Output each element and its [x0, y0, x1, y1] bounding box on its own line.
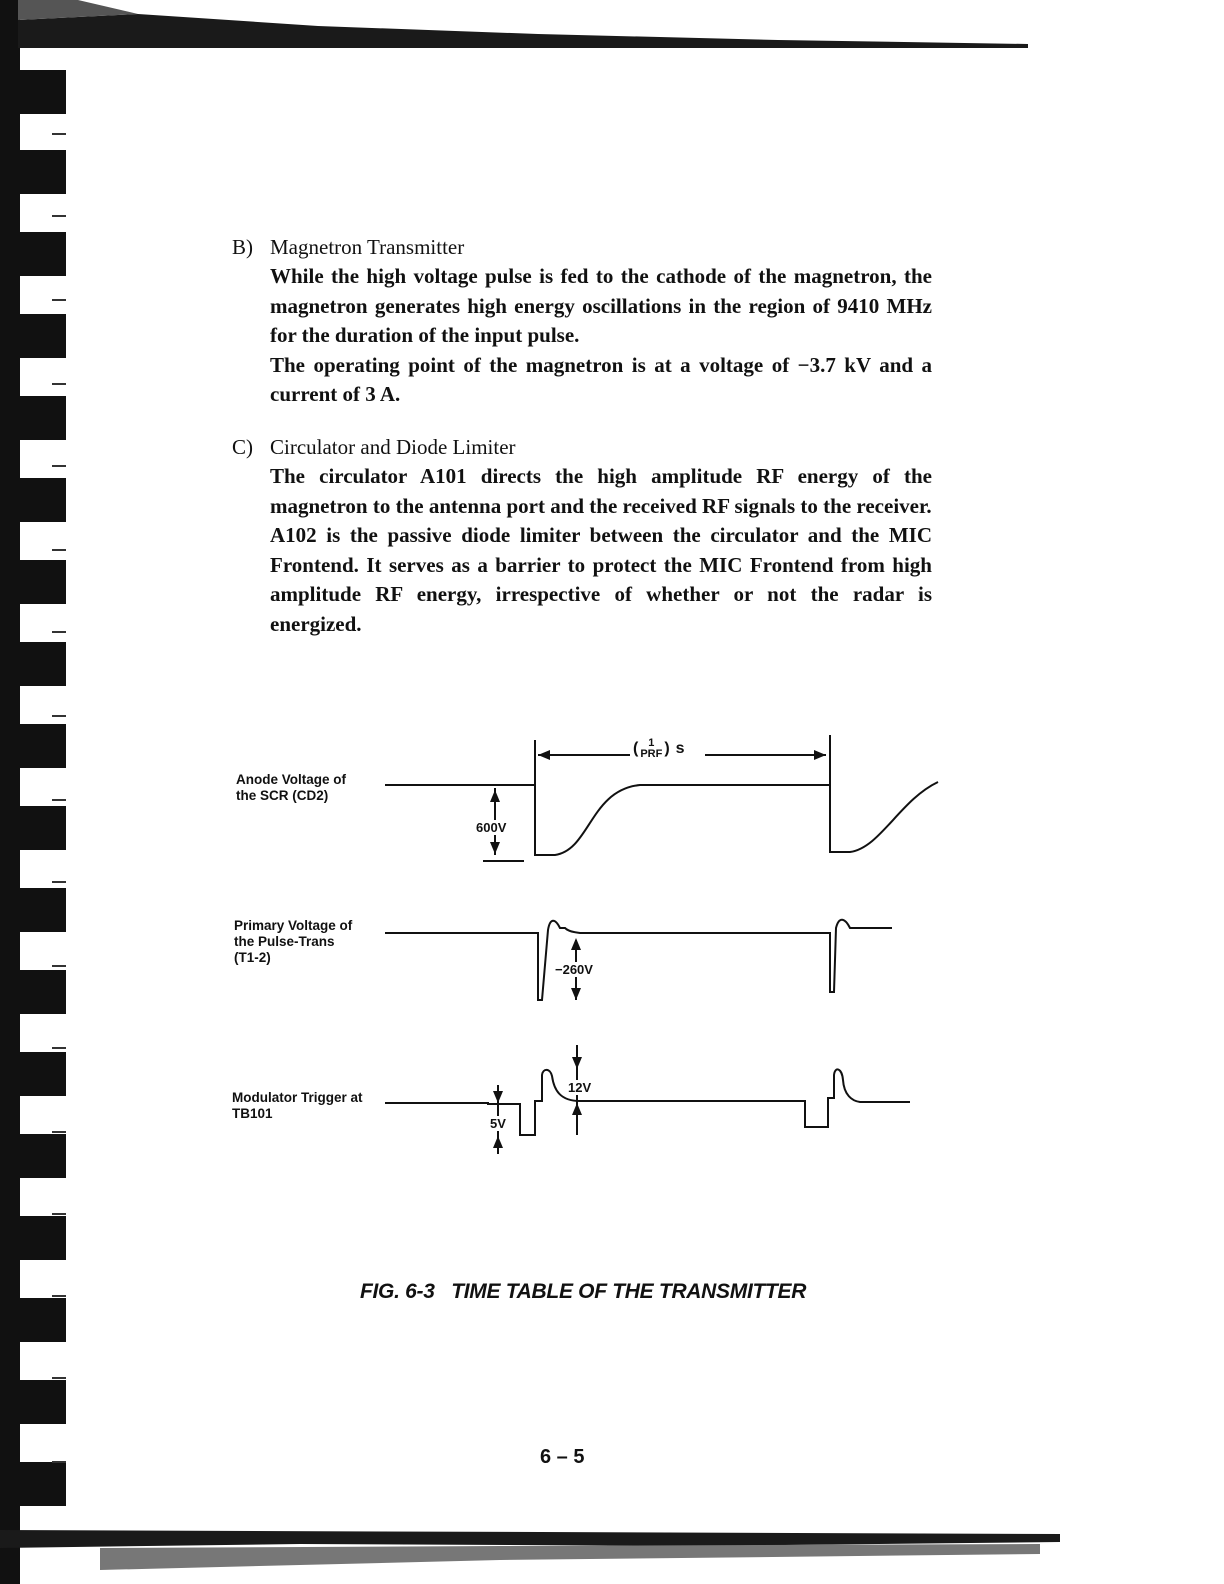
signal-label-modulator-trigger: Modulator Trigger at TB101	[232, 1090, 363, 1121]
signal-label-primary-voltage: Primary Voltage of the Pulse-Trans (T1-2)	[234, 918, 353, 965]
paragraph: A102 is the passive diode limiter between the circulator and the MIC Frontend. It serves as a barrier to protect the MIC Frontend from high amplitude RF energy, irrespective of whether or not the radar is energized.	[270, 523, 932, 636]
scan-bottom-edge	[0, 1530, 1060, 1584]
amplitude-label-600v: 600V	[476, 820, 507, 835]
timing-diagram	[220, 730, 960, 1170]
period-label	[633, 738, 685, 760]
section-title: Magnetron Transmitter	[270, 235, 465, 259]
period-fraction	[640, 738, 662, 760]
period-paren-open: (	[633, 740, 639, 757]
section-label: C)	[232, 435, 253, 459]
waveform-anode-voltage	[385, 782, 938, 855]
amplitude-label-12v: 12V	[568, 1080, 592, 1095]
paragraph: The operating point of the magnetron is at a voltage of −3.7 kV and a current of 3 A.	[270, 352, 932, 406]
section-circulator-diode-limiter	[232, 433, 932, 639]
section-title: Circulator and Diode Limiter	[270, 435, 516, 459]
section-heading	[232, 433, 932, 462]
section-label: B)	[232, 235, 253, 259]
waveform-modulator-trigger	[385, 1069, 910, 1135]
period-denominator: PRF	[640, 748, 663, 760]
amplitude-label-260v: −260V	[555, 962, 593, 977]
signal-label-anode-voltage: Anode Voltage of the SCR (CD2)	[236, 772, 346, 803]
paragraph: The circulator A101 directs the high amplitude RF energy of the magnetron to the antenna port and the received RF signals to the receiver.	[270, 464, 932, 518]
scan-top-edge	[18, 0, 1028, 50]
period-numerator: 1	[648, 737, 655, 749]
period-paren-close: )	[664, 740, 670, 757]
binding-strip	[0, 0, 70, 1584]
section-heading	[232, 233, 932, 262]
waveform-primary-voltage	[385, 920, 892, 1000]
page-number: 6 – 5	[540, 1446, 585, 1468]
amplitude-label-5v: 5V	[490, 1116, 506, 1131]
paragraph: While the high voltage pulse is fed to the cathode of the magnetron, the magnetron generates high energy oscillations in the region of 9410 MHz for the duration of the input pulse.	[270, 264, 932, 347]
figure-caption: FIG. 6-3 TIME TABLE OF THE TRANSMITTER	[360, 1280, 807, 1303]
period-unit: s	[675, 740, 685, 757]
section-magnetron-transmitter	[232, 233, 932, 410]
